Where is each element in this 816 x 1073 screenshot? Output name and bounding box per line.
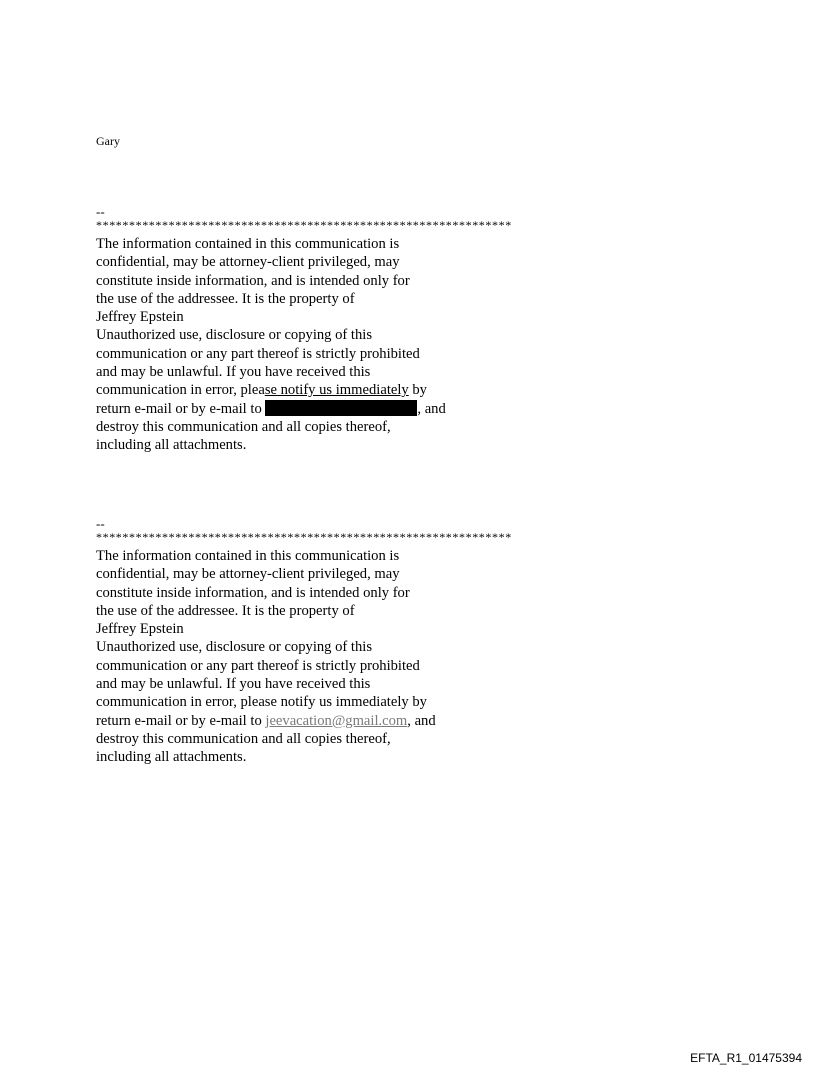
separator-dash: --: [96, 516, 105, 531]
disclaimer-line: Unauthorized use, disclosure or copying of this: [96, 327, 373, 344]
disclaimer-line: The information contained in this communication is: [96, 236, 400, 252]
disclaimer-line: [96, 400, 616, 418]
disclaimer-line: including all attachments.: [96, 437, 247, 454]
disclaimer-line: destroy this communication and all copies thereof,: [96, 418, 391, 435]
disclaimer-line: confidential, may be attorney-client privileged, may: [96, 566, 400, 583]
separator-stars: ***************************************************************: [96, 530, 512, 544]
disclaimer-line: the use of the addressee. It is the property of: [96, 290, 355, 307]
text-segment: return e-mail or by e-mail to: [96, 712, 266, 729]
disclaimer-line: constitute inside information, and is intended only for: [96, 272, 410, 289]
text-segment: , and: [407, 712, 436, 729]
text-segment: return e-mail or by e-mail to: [96, 400, 266, 417]
disclaimer-line: and may be unlawful. If you have received this: [96, 676, 371, 693]
separator-stars: ***************************************************************: [96, 218, 512, 232]
text-segment: , and: [417, 400, 446, 417]
disclaimer-line: communication or any part thereof is strictly prohibited: [96, 345, 420, 362]
disclaimer-line: Unauthorized use, disclosure or copying of this: [96, 639, 373, 656]
disclaimer-line: Jeffrey Epstein: [96, 309, 184, 326]
underlined-text: se notify us immediately: [264, 382, 409, 399]
disclaimer-line: destroy this communication and all copies thereof,: [96, 730, 391, 747]
disclaimer-line: confidential, may be attorney-client privileged, may: [96, 254, 400, 271]
disclaimer-line: [96, 381, 616, 399]
disclaimer-block: [96, 517, 616, 767]
disclaimer-line: the use of the addressee. It is the property of: [96, 602, 355, 619]
text-segment: by: [408, 382, 427, 399]
disclaimer-line: including all attachments.: [96, 749, 247, 766]
disclaimer-block: [96, 205, 616, 455]
disclaimer-line: [96, 712, 616, 730]
disclaimer-line: constitute inside information, and is intended only for: [96, 584, 410, 601]
disclaimer-line: Jeffrey Epstein: [96, 621, 184, 638]
text-segment: communication in error, plea: [96, 382, 265, 399]
disclaimer-line: and may be unlawful. If you have received this: [96, 364, 371, 381]
redaction-box: [265, 400, 417, 416]
disclaimer-line: communication or any part thereof is strictly prohibited: [96, 657, 420, 674]
email-link[interactable]: jeevacation@gmail.com: [265, 712, 408, 729]
signoff-name: Gary: [96, 134, 120, 148]
disclaimer-line: The information contained in this communication is: [96, 548, 400, 564]
bates-number: EFTA_R1_01475394: [690, 1051, 802, 1065]
separator-dash: --: [96, 204, 105, 219]
disclaimer-line: communication in error, please notify us immediately by: [96, 694, 427, 711]
